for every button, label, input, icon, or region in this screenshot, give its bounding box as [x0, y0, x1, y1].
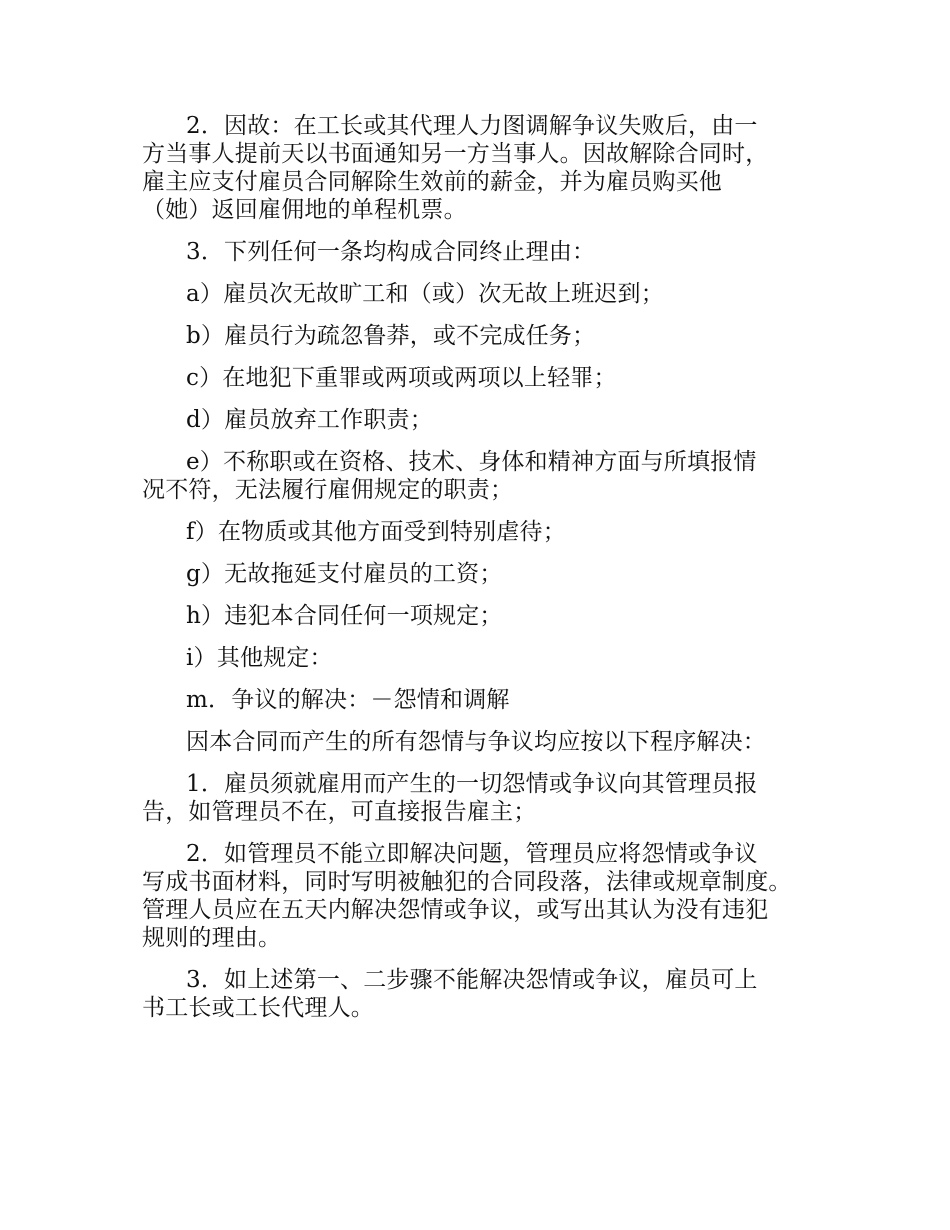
text-line: （她）返回雇佣地的单程机票。 [142, 197, 467, 223]
text-line: 因本合同而产生的所有怨情与争议均应按以下程序解决： [186, 729, 766, 755]
paragraph-10 [142, 602, 814, 630]
text-line: 1．雇员须就雇用而产生的一切怨情或争议向其管理员报 [186, 771, 758, 797]
text-line: g）无故拖延支付雇员的工资； [186, 561, 503, 587]
paragraph-13 [142, 728, 814, 756]
paragraph-2 [142, 238, 814, 266]
text-line: 3．如上述第一、二步骤不能解决怨情或争议，雇员可上 [186, 967, 758, 993]
text-line: h）违犯本合同任何一项规定； [186, 603, 503, 629]
paragraph-5 [142, 364, 814, 392]
paragraph-9 [142, 560, 814, 588]
paragraph-7 [142, 448, 814, 504]
text-line: 告，如管理员不在，可直接报告雇主； [142, 799, 537, 825]
text-line: 规则的理由。 [142, 925, 282, 951]
paragraph-14 [142, 770, 814, 826]
text-line: m．争议的解决：－怨情和调解 [186, 687, 510, 713]
text-line: 2．如管理员不能立即解决问题，管理员应将怨情或争议 [186, 841, 758, 867]
text-line: a）雇员次无故旷工和（或）次无故上班迟到； [186, 281, 664, 307]
paragraph-8 [142, 518, 814, 546]
paragraph-4 [142, 322, 814, 350]
text-line: f）在物质或其他方面受到特别虐待； [186, 519, 566, 545]
text-line: 况不符，无法履行雇佣规定的职责； [142, 477, 514, 503]
text-line: b）雇员行为疏忽鲁莽，或不完成任务； [186, 323, 596, 349]
paragraph-12 [142, 686, 814, 714]
text-line: i）其他规定： [186, 645, 333, 671]
text-line: 写成书面材料，同时写明被触犯的合同段落，法律或规章制度。 [142, 869, 792, 895]
text-line: d）雇员放弃工作职责； [186, 407, 433, 433]
text-line: 2．因故：在工长或其代理人力图调解争议失败后，由一 [186, 113, 758, 139]
paragraph-16 [142, 966, 814, 1022]
text-line: 书工长或工长代理人。 [142, 995, 374, 1021]
paragraph-1 [142, 112, 814, 224]
text-line: 管理人员应在五天内解决怨情或争议，或写出其认为没有违犯 [142, 897, 769, 923]
paragraph-6 [142, 406, 814, 434]
text-line: 雇主应支付雇员合同解除生效前的薪金，并为雇员购买他 [142, 169, 722, 195]
text-line: c）在地犯下重罪或两项或两项以上轻罪； [186, 365, 617, 391]
text-line: e）不称职或在资格、技术、身体和精神方面与所填报情 [186, 449, 757, 475]
paragraph-11 [142, 644, 814, 672]
paragraph-3 [142, 280, 814, 308]
text-line: 方当事人提前天以书面通知另一方当事人。因故解除合同时， [142, 141, 769, 167]
text-line: 3．下列任何一条均构成合同终止理由： [186, 239, 596, 265]
document-page [142, 112, 814, 1036]
paragraph-15 [142, 840, 814, 952]
